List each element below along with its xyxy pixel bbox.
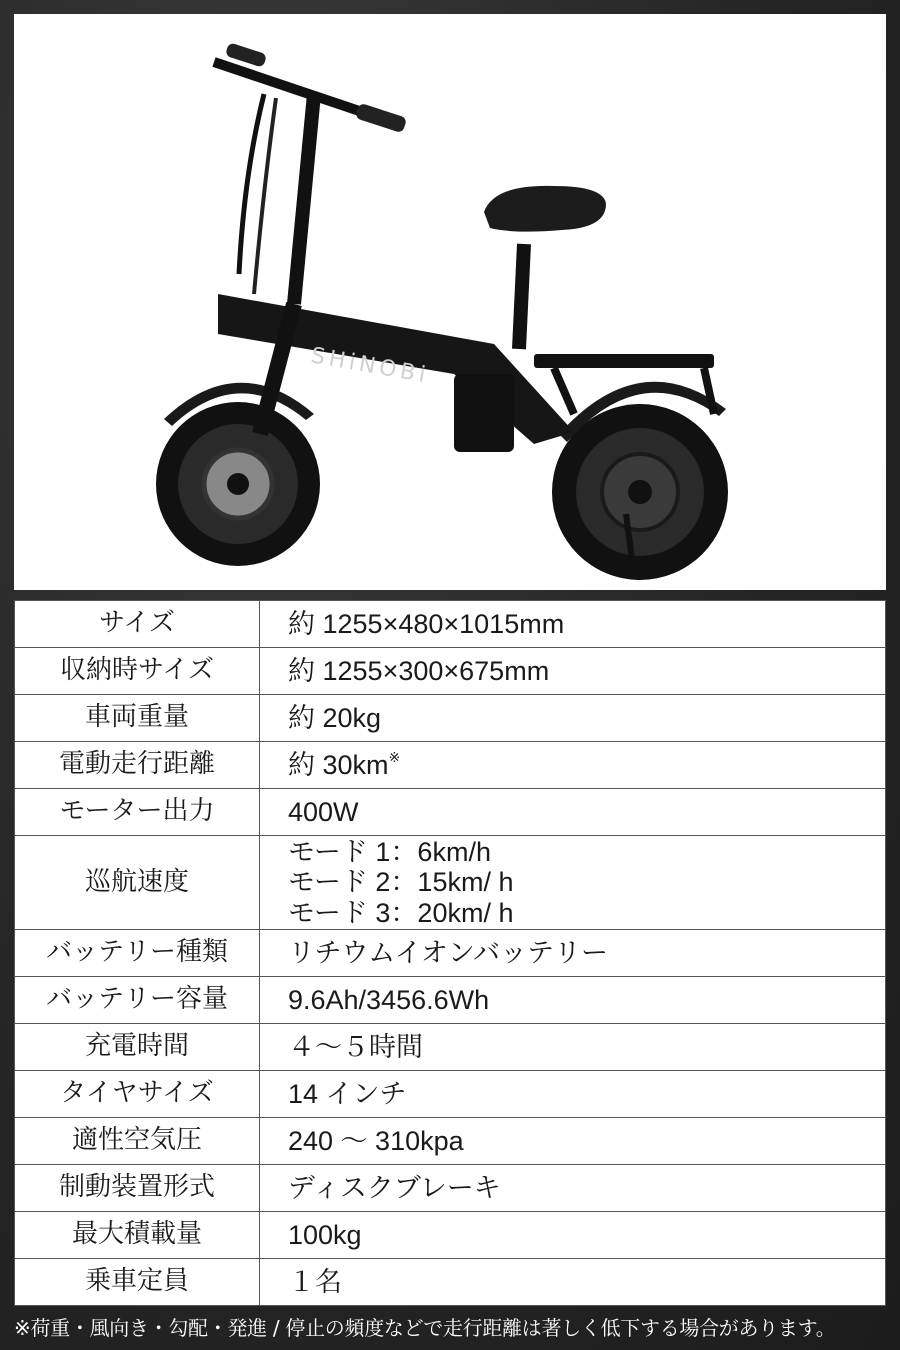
spec-label: 充電時間 — [15, 1024, 260, 1071]
spec-label: 収納時サイズ — [15, 648, 260, 695]
spec-label: 乗車定員 — [15, 1259, 260, 1306]
spec-row-brake-type — [15, 1165, 886, 1212]
spec-value: ４～５時間 — [260, 1024, 886, 1071]
spec-value: 240 ～ 310kpa — [260, 1118, 886, 1165]
seat — [484, 186, 606, 232]
spec-row-size — [15, 601, 886, 648]
spec-row-weight — [15, 695, 886, 742]
product-photo — [14, 14, 886, 590]
note-mark: ※ — [388, 748, 401, 765]
spec-label: 電動走行距離 — [15, 742, 260, 789]
spec-value: 400W — [260, 789, 886, 836]
electric-bike-illustration — [14, 14, 886, 590]
speed-mode-2: モード 2：15km/ h — [288, 867, 514, 898]
spec-label: 車両重量 — [15, 695, 260, 742]
spec-value — [260, 836, 886, 930]
spec-label: 適性空気圧 — [15, 1118, 260, 1165]
spec-label: サイズ — [15, 601, 260, 648]
spec-table — [14, 600, 886, 1306]
spec-row-charge-time — [15, 1024, 886, 1071]
spec-label: バッテリー容量 — [15, 977, 260, 1024]
spec-label: タイヤサイズ — [15, 1071, 260, 1118]
spec-row-battery-capacity — [15, 977, 886, 1024]
spec-label: 最大積載量 — [15, 1212, 260, 1259]
spec-value: ディスクブレーキ — [260, 1165, 886, 1212]
speed-mode-3: モード 3：20km/ h — [288, 897, 514, 928]
spec-row-tire-pressure — [15, 1118, 886, 1165]
spec-row-battery-type — [15, 930, 886, 977]
spec-value: １名 — [260, 1259, 886, 1306]
spec-row-folded-size — [15, 648, 886, 695]
speed-mode-1: モード 1：6km/h — [288, 837, 491, 868]
spec-row-tire-size — [15, 1071, 886, 1118]
spec-row-cruise-speed — [15, 836, 886, 930]
front-wheel — [156, 402, 320, 566]
spec-row-motor-output — [15, 789, 886, 836]
spec-value: リチウムイオンバッテリー — [260, 930, 886, 977]
spec-value: 約 1255×480×1015mm — [260, 601, 886, 648]
spec-value: 約 20kg — [260, 695, 886, 742]
spec-value: 約 1255×300×675mm — [260, 648, 886, 695]
spec-value: 14 インチ — [260, 1071, 886, 1118]
spec-label: 巡航速度 — [15, 836, 260, 930]
spec-row-max-load — [15, 1212, 886, 1259]
spec-label: バッテリー種類 — [15, 930, 260, 977]
spec-row-capacity — [15, 1259, 886, 1306]
spec-value: 100kg — [260, 1212, 886, 1259]
spec-row-range — [15, 742, 886, 789]
brand-logo: SHiNOBi — [308, 343, 432, 389]
range-value: 約 30km — [288, 749, 389, 780]
spec-value — [260, 742, 886, 789]
spec-value: 9.6Ah/3456.6Wh — [260, 977, 886, 1024]
footnote: ※荷重・風向き・勾配・発進 / 停止の頻度などで走行距離は著しく低下する場合があります。 — [14, 1316, 836, 1340]
rear-wheel — [552, 404, 728, 580]
spec-label: 制動装置形式 — [15, 1165, 260, 1212]
spec-label: モーター出力 — [15, 789, 260, 836]
